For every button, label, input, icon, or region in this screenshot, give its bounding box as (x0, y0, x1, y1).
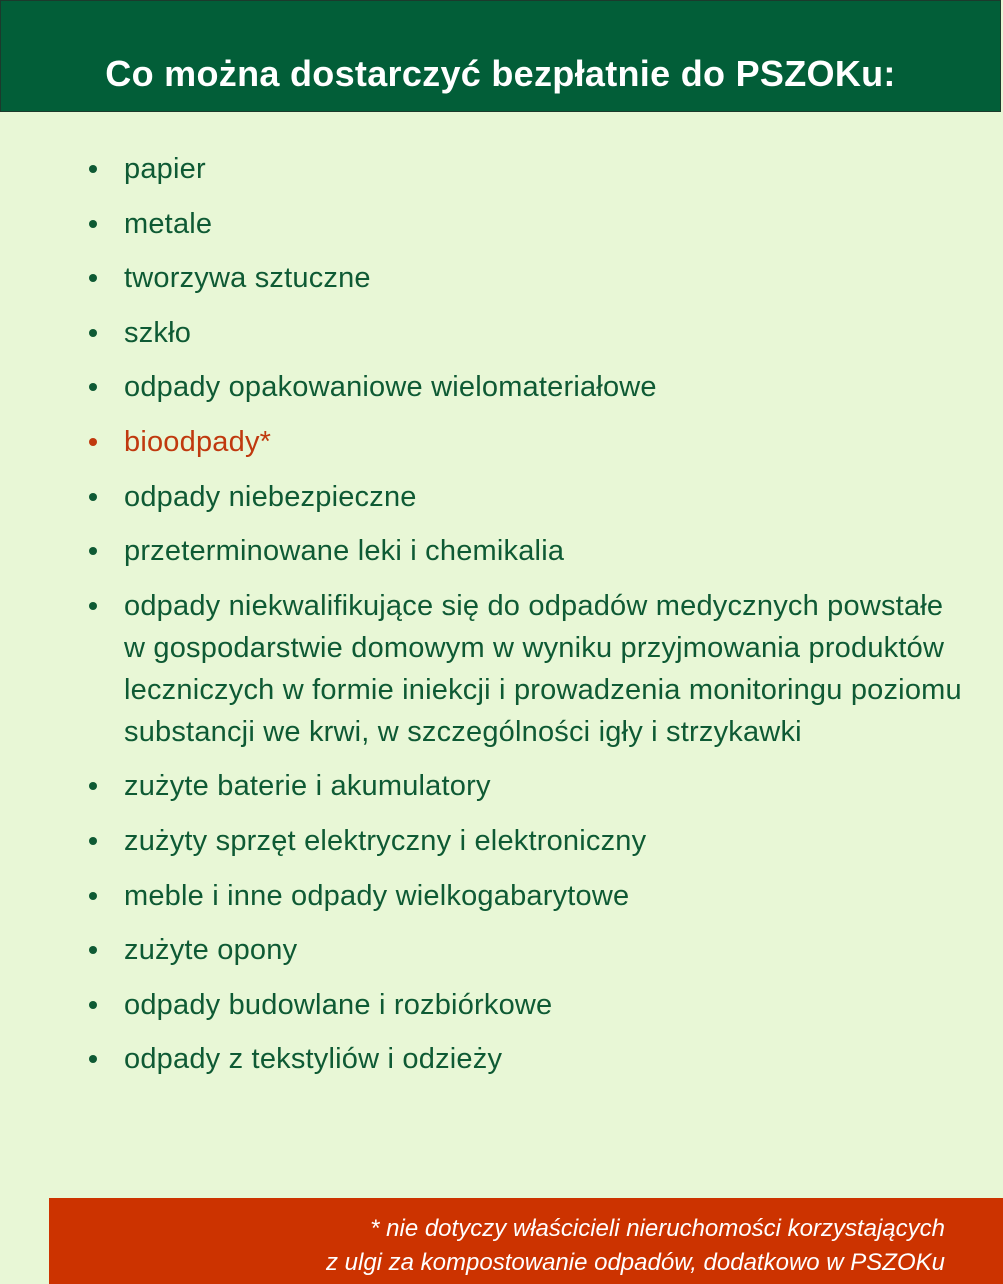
list-item-label: tworzywa sztuczne (124, 262, 371, 295)
list-item-label: meble i inne odpady wielkogabarytowe (124, 879, 630, 912)
footnote-text (326, 1212, 945, 1280)
list-item-label: szkło (124, 316, 192, 349)
bullet-icon (89, 946, 97, 954)
list-item-label: odpady budowlane i rozbiórkowe (124, 988, 553, 1021)
list-item-label: odpady niekwalifikujące się do odpadów medycznych powstałe w gospodarstwie domowym w wyniku przyjmowania produktów leczniczych w formie iniekcji i prowadzenia monitoringu poziomu substancji we krwi, w szczególności igły i strzykawki (124, 589, 962, 748)
list-item-label: zużyte baterie i akumulatory (124, 770, 491, 803)
page-title: Co można dostarczyć bezpłatnie do PSZOKu: (105, 53, 896, 94)
bullet-icon (89, 220, 97, 228)
list-item-label: bioodpady* (124, 425, 272, 458)
list-item-metale (0, 203, 1003, 245)
waste-list (0, 148, 1003, 1093)
list-item-leki (0, 530, 1003, 572)
list-item-niebezpieczne (0, 476, 1003, 518)
bullet-icon (89, 165, 97, 173)
bullet-icon (89, 892, 97, 900)
list-item-wielomaterialowe (0, 366, 1003, 408)
bullet-icon (89, 837, 97, 845)
bullet-icon (89, 547, 97, 555)
list-item-medyczne (0, 585, 1003, 753)
bullet-icon (89, 782, 97, 790)
list-item-elektro (0, 820, 1003, 862)
list-item-label: odpady z tekstyliów i odzieży (124, 1043, 503, 1076)
list-item-szklo (0, 312, 1003, 354)
list-item-meble (0, 875, 1003, 917)
bullet-icon (89, 438, 97, 446)
footnote-line-1: * nie dotyczy właścicieli nieruchomości korzystających (370, 1215, 945, 1242)
list-item-label: metale (124, 207, 213, 240)
bullet-icon (89, 602, 97, 610)
list-item-label: papier (124, 153, 206, 185)
list-item-baterie (0, 765, 1003, 807)
header-bar (0, 0, 1001, 112)
list-item-label: przeterminowane leki i chemikalia (124, 535, 565, 568)
list-item-papier (0, 148, 1003, 190)
bullet-icon (89, 383, 97, 391)
list-item-label: odpady opakowaniowe wielomateriałowe (124, 371, 657, 404)
list-item-label: zużyty sprzęt elektryczny i elektroniczny (124, 824, 647, 857)
list-item-tekstylia (0, 1038, 1003, 1080)
bullet-icon (89, 1055, 97, 1063)
list-item-label: zużyte opony (124, 934, 298, 967)
footnote-box (49, 1198, 1003, 1284)
footnote-line-2: z ulgi za kompostowanie odpadów, dodatkowo w PSZOKu (325, 1249, 945, 1276)
list-item-label: odpady niebezpieczne (124, 480, 417, 513)
list-item-budowlane (0, 984, 1003, 1026)
bullet-icon (89, 493, 97, 501)
list-item-tworzywa (0, 257, 1003, 299)
bullet-icon (89, 1001, 97, 1009)
list-item-opony (0, 929, 1003, 971)
list-item-bioodpady (0, 421, 1003, 463)
bullet-icon (89, 274, 97, 282)
bullet-icon (89, 329, 97, 337)
